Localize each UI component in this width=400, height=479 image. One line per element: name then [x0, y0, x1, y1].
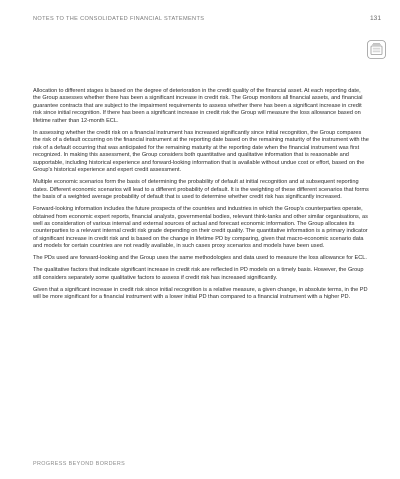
paragraph: Multiple economic scenarios form the basis of determining the probability of default at initial recognition and at subsequent reporting dates. Different economic scenarios will lead to a different probability of default. It is the weighting of these different scenarios that forms the basis of a weighted average probability of default that is used to determine whether credit risk has significantly increased.	[33, 179, 369, 201]
page-footer: PROGRESS BEYOND BORDERS	[33, 461, 126, 467]
page-header	[33, 15, 381, 22]
paragraph: In assessing whether the credit risk on a financial instrument has increased significantly since initial recognition, the Group compares the risk of a default occurring on the financial instrument at the reporting date based on the remaining maturity of the instrument with the risk of a default occurring that was anticipated for the remaining maturity at the reporting date when the financial instrument was first recognized. In making this assessment, the Group considers both quantitative and qualitative information that is reasonable and supportable, including historical experience and forward-looking information that is available without undue cost or effort, based on the Group's historical experience and expert credit assessment.	[33, 129, 369, 174]
body-text	[33, 88, 369, 306]
paragraph: Forward-looking information includes the future prospects of the countries and industries in which the Group's counterparties operate, obtained from economic expert reports, financial analysts, governmental bodies, relevant think-tanks and other similar organisations, as well as consideration of various internal and external sources of actual and forecast economic information. The Group allocates its counterparties to a relevant internal credit risk grade depending on their credit quality. The quantitative information is a primary indicator of significant increase in credit risk and is based on the change in lifetime PD by comparing, given that macro-economic scenario data and models for certain countries are not readily available, in such cases proxy scenarios and models have been used.	[33, 206, 368, 250]
paragraph: The PDs used are forward-looking and the Group uses the same methodologies and data used to measure the loss allowance for ECL.	[33, 255, 367, 262]
page-number: 131	[369, 15, 381, 22]
section-title: NOTES TO THE CONSOLIDATED FINANCIAL STATEMENTS	[33, 15, 205, 22]
paragraph: Allocation to different stages is based on the degree of deterioration in the credit quality of the financial asset. At each reporting date, the Group assesses whether there has been a significant increase in credit risk. The Group monitors all financial assets, and financial guarantee contracts that are subject to the impairment requirements to assess whether there has been a significant increase in credit risk since initial recognition. If there has been a significant increase in credit risk the Group will measure the loss allowance based on lifetime rather than 12-month ECL.	[33, 88, 363, 124]
paragraph: Given that a significant increase in credit risk since initial recognition is a relative measure, a given change, in absolute terms, in the PD will be more significant for a financial instrument with a lower initial PD than compared to a financial instrument with a higher PD.	[33, 286, 368, 301]
chapter-nav-icon[interactable]	[367, 40, 386, 59]
paragraph: The qualitative factors that indicate significant increase in credit risk are reflected in PD models on a timely basis. However, the Group still considers separately some qualitative factors to assess if credit risk has increased significantly.	[33, 267, 364, 281]
